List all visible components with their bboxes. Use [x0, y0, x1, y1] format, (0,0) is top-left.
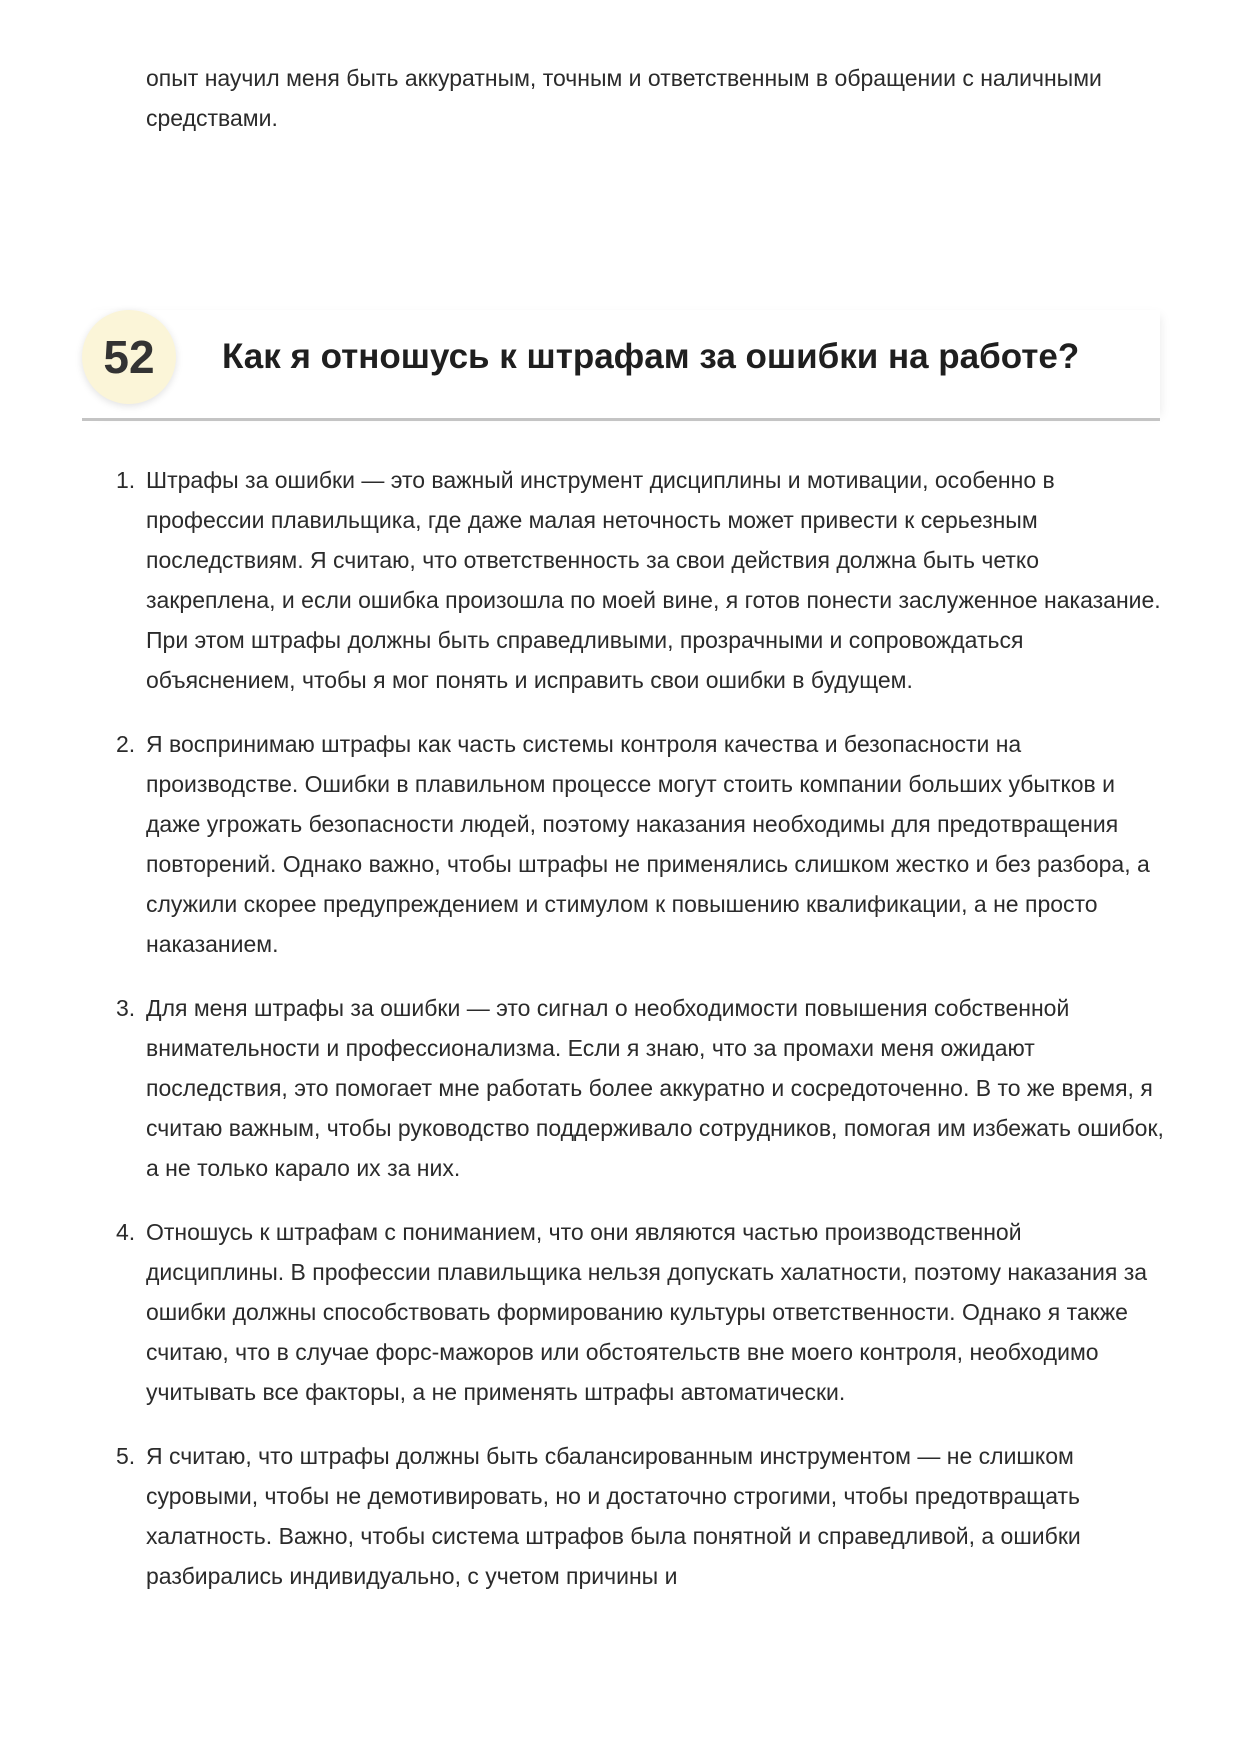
answer-item [116, 1436, 1166, 1596]
answer-item [116, 460, 1166, 700]
answer-text: Я воспринимаю штрафы как часть системы контроля качества и безопасности на производстве. Ошибки в плавильном процессе могут стоить компании больших убытков и даже угрожать безопасности людей, поэтому наказания необходимы для предотвращения повторений. Однако важно, чтобы штрафы не применялись слишком жестко и без разбора, а служили скорее предупреждением и стимулом к повышению квалификации, а не просто наказанием. [146, 731, 1150, 957]
answer-number: 4. [116, 1219, 136, 1245]
answer-item [116, 988, 1166, 1188]
answer-number: 3. [116, 995, 136, 1021]
section-title: Как я отношусь к штрафам за ошибки на работе? [222, 337, 1080, 376]
answer-number: 2. [116, 731, 136, 757]
answer-number: 5. [116, 1443, 136, 1469]
answer-item [116, 1212, 1166, 1412]
answer-number: 1. [116, 467, 136, 493]
intro-paragraph: опыт научил меня быть аккуратным, точным и ответственным в обращении с наличными средствами. [146, 65, 1102, 131]
answer-item [116, 724, 1166, 964]
answer-text: Для меня штрафы за ошибки — это сигнал о необходимости повышения собственной внимательности и профессионализма. Если я знаю, что за промахи меня ожидают последствия, это помогает мне работать более аккуратно и сосредоточенно. В то же время, я считаю важным, чтобы руководство поддерживало сотрудников, помогая им избежать ошибок, а не только карало их за них. [146, 995, 1164, 1181]
answer-text: Штрафы за ошибки — это важный инструмент дисциплины и мотивации, особенно в профессии плавильщика, где даже малая неточность может привести к серьезным последствиям. Я считаю, что ответственность за свои действия должна быть четко закреплена, и если ошибка произошла по моей вине, я готов понести заслуженное наказание. При этом штрафы должны быть справедливыми, прозрачными и сопровождаться объяснением, чтобы я мог понять и исправить свои ошибки в будущем. [146, 467, 1161, 693]
question-number-badge: 52 [82, 310, 176, 404]
answer-list [116, 460, 1166, 1620]
answer-text: Я считаю, что штрафы должны быть сбалансированным инструментом — не слишком суровыми, чтобы не демотивировать, но и достаточно строгими, чтобы предотвращать халатность. Важно, чтобы система штрафов была понятной и справедливой, а ошибки разбирались индивидуально, с учетом причины и [146, 1443, 1081, 1589]
section-header [82, 310, 1160, 421]
answer-text: Отношусь к штрафам с пониманием, что они являются частью производственной дисциплины. В профессии плавильщика нельзя допускать халатности, поэтому наказания за ошибки должны способствовать формированию культуры ответственности. Однако я также считаю, что в случае форс-мажоров или обстоятельств вне моего контроля, необходимо учитывать все факторы, а не применять штрафы автоматически. [146, 1219, 1148, 1405]
